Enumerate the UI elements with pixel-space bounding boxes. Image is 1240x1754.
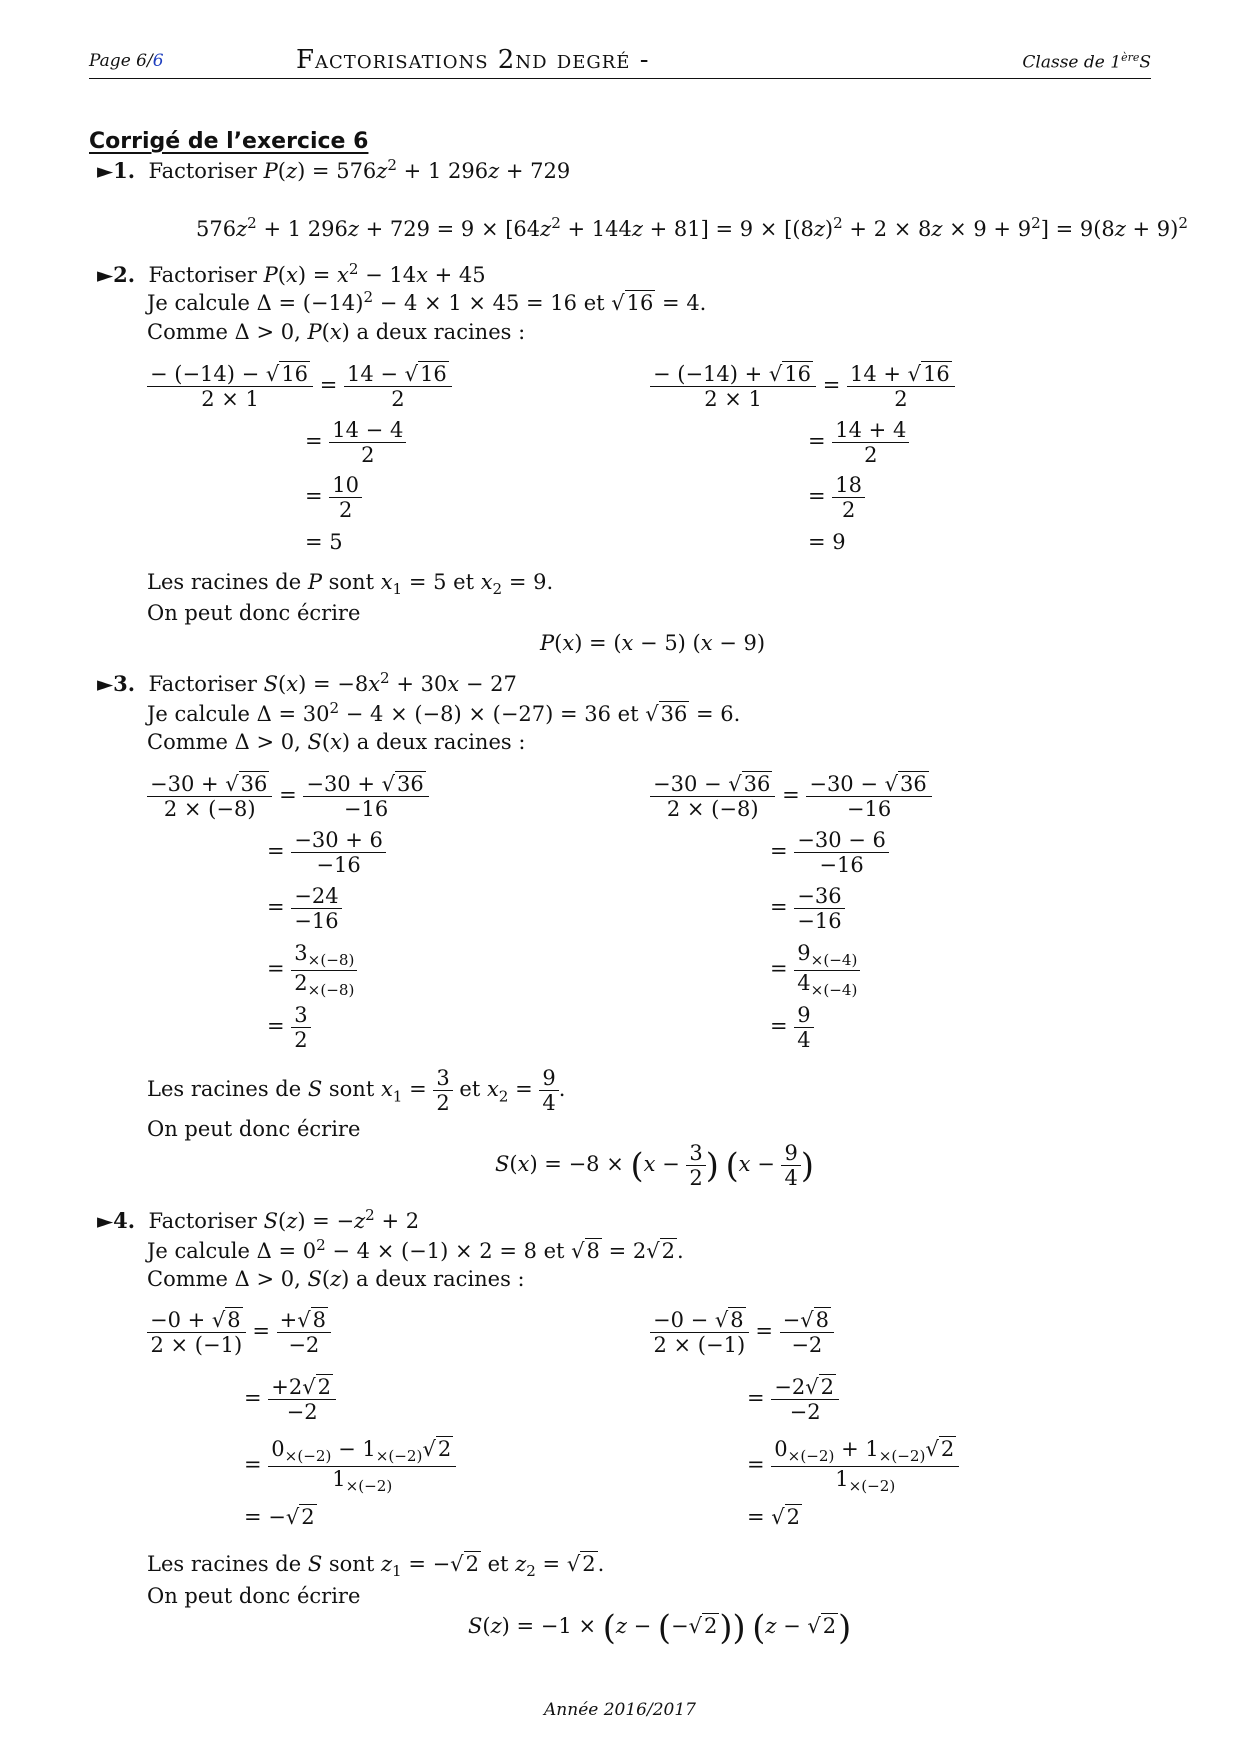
q3-comme: Comme Δ > 0, S(x) a deux racines : xyxy=(147,730,526,754)
q4-root1-result: = −√2 xyxy=(244,1505,315,1529)
q4-comme: Comme Δ > 0, S(z) a deux racines : xyxy=(147,1267,525,1291)
q3-root2-line1: $\frac{-30 - √36}{2 \times (-8)}$ = $\frac{-30 - √36}{-16}$ xyxy=(650,772,932,821)
q3-root2-line3: = $\frac{-36}{-16}$ xyxy=(770,884,845,933)
q3-root2-line2: = $\frac{-30 - 6}{-16}$ xyxy=(770,828,889,877)
q2-comme: Comme Δ > 0, P(x) a deux racines : xyxy=(147,320,526,344)
question-1: ►1. Factoriser $P(z) = 576z^2 + 1$ 296z + 729 xyxy=(97,156,571,183)
q3-delta: Je calcule $\Delta = 30^2 - 4 \times (-8) \times (-27) = 36$ et √36 = 6. xyxy=(147,699,741,726)
page-number: Page 6/6 xyxy=(89,51,164,71)
q2-on-peut: On peut donc écrire xyxy=(147,601,361,625)
q1-derivation: $576z^2 + 1$ $296z + 729 = 9 \times [64z^2 + 144z + 81] = 9 \times [(8z)^2 + 2 \times 8z \times 9 + 9^2] = 9(8z + 9)^2$ xyxy=(196,214,1188,241)
q2-root2-line1: $\frac{- (-14) + √16}{2 \times 1}$ = $\frac{14 + √16}{2}$ xyxy=(650,362,955,411)
q3-root1-line3: = $\frac{-24}{-16}$ xyxy=(267,884,342,933)
q2-result: P(x) = (x − 5) (x − 9) xyxy=(540,631,766,655)
q4-root1-line2: = $\frac{+2√2}{-2}$ xyxy=(244,1375,336,1424)
q4-root2-line2: = $\frac{-2√2}{-2}$ xyxy=(747,1375,839,1424)
q4-result: S(z) = −1 × (z − (−√2)) (z − √2) xyxy=(468,1608,852,1647)
q2-root1-line3: = $\frac{10}{2}$ xyxy=(305,473,362,522)
q2-root1-result: = 5 xyxy=(305,530,343,554)
class-label: Classe de 1èreS xyxy=(1022,51,1151,73)
q4-root1-line1: $\frac{-0 + √8}{2 \times (-1)}$ = $\frac{+√8}{-2}$ xyxy=(147,1308,331,1357)
q3-on-peut: On peut donc écrire xyxy=(147,1117,361,1141)
q3-root1-result: = $\frac{3}{2}$ xyxy=(267,1003,311,1052)
section-title: Corrigé de l’exercice 6 xyxy=(89,129,369,154)
page-total-link[interactable]: 6 xyxy=(152,51,164,71)
q4-root2-result: = √2 xyxy=(747,1505,801,1529)
q2-root2-line2: = $\frac{14 + 4}{2}$ xyxy=(808,418,909,467)
question-3: ►3. Factoriser $S(x) = -8x^2 + 30x - 27$ xyxy=(97,669,517,696)
q4-root1-line3: = $\frac{0_{\times(-2)} - 1_{\times(-2)}√2}{1_{\times(-2)}}$ xyxy=(244,1437,456,1495)
q4-delta: Je calcule $\Delta = 0^2 - 4 \times (-1) \times 2 = 8$ et √8 = 2√2. xyxy=(147,1236,684,1263)
question-2: ►2. Factoriser $P(x) = x^2 - 14x + 45$ xyxy=(97,260,486,287)
question-4: ►4. Factoriser $S(z) = -z^2 + 2$ xyxy=(97,1206,420,1233)
q3-root1-line4: = $\frac{3_{\times(-8)}}{2_{\times(-8)}}$ xyxy=(267,941,357,999)
document-title: Factorisations 2nd degré - xyxy=(296,45,650,75)
q3-result: S(x) = −8 × (x − $\frac{3}{2}$ ) (x − $\frac{9}{4}$ ) xyxy=(495,1141,814,1191)
q2-root2-result: = 9 xyxy=(808,530,846,554)
header-rule xyxy=(89,78,1151,79)
q3-root2-line4: = $\frac{9_{\times(-4)}}{4_{\times(-4)}}$ xyxy=(770,941,860,999)
q3-root2-result: = $\frac{9}{4}$ xyxy=(770,1003,814,1052)
q2-delta: Je calcule $\Delta = (-14)^2 - 4 \times 1 \times 45 = 16$ et √16 = 4. xyxy=(147,288,707,315)
q4-root2-line1: $\frac{-0 - √8}{2 \times (-1)}$ = $\frac{-√8}{-2}$ xyxy=(650,1308,834,1357)
q3-root1-line1: $\frac{-30 + √36}{2 \times (-8)}$ = $\frac{-30 + √36}{-16}$ xyxy=(147,772,429,821)
q4-racines: Les racines de S sont $z_1 = -√2$ et $z_2 = √2$. xyxy=(147,1552,605,1581)
q4-on-peut: On peut donc écrire xyxy=(147,1584,361,1608)
q2-racines: Les racines de P sont $x_1 = 5$ et $x_2 = 9$. xyxy=(147,570,554,599)
q4-root2-line3: = $\frac{0_{\times(-2)} + 1_{\times(-2)}√2}{1_{\times(-2)}}$ xyxy=(747,1437,959,1495)
q3-racines: Les racines de S sont $x_1$ = $\frac{3}{2}$ et $x_2$ = $\frac{9}{4}$ . xyxy=(147,1066,566,1116)
q2-root2-line3: = $\frac{18}{2}$ xyxy=(808,473,865,522)
q2-root1-line2: = $\frac{14 - 4}{2}$ xyxy=(305,418,406,467)
q2-root1-line1: $\frac{- (-14) - √16}{2 \times 1}$ = $\frac{14 - √16}{2}$ xyxy=(147,362,452,411)
footer-year: Année 2016/2017 xyxy=(544,1700,696,1720)
q3-root1-line2: = $\frac{-30 + 6}{-16}$ xyxy=(267,828,386,877)
